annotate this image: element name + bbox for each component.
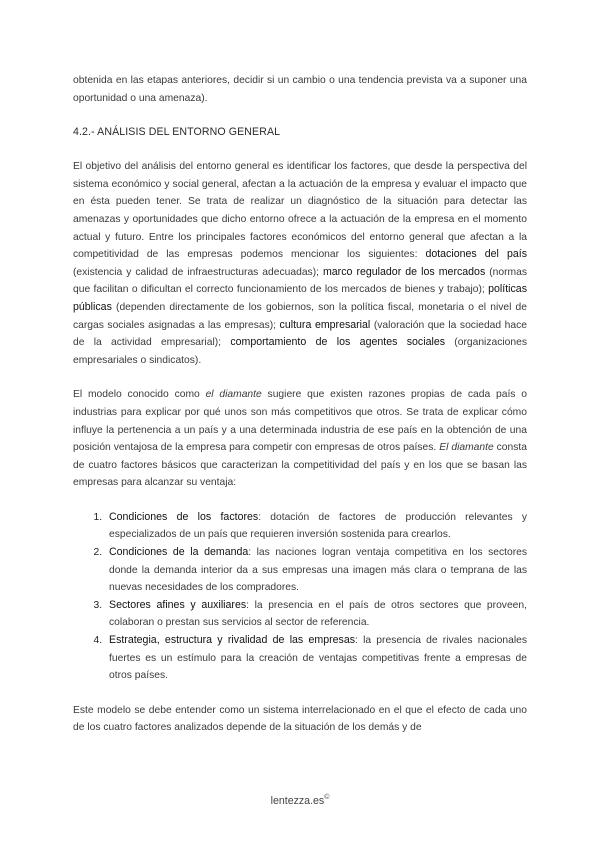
entorno-paragraph bbox=[73, 158, 527, 369]
factor-text: : dotación de factores de producción relevantes y especializados de un país que requieren inversión sostenida para crearlos. bbox=[109, 511, 527, 541]
list-item bbox=[105, 544, 527, 597]
factor-title: Estrategia, estructura y rivalidad de las empresas bbox=[109, 634, 356, 647]
factor-title: Condiciones de la demanda bbox=[109, 546, 249, 559]
text-run: (organizaciones empresariales o sindicatos). bbox=[73, 337, 527, 366]
factors-list bbox=[73, 509, 527, 685]
list-item bbox=[105, 509, 527, 544]
text-run: (normas que facilitan o dificultan el correcto funcionamiento de los mercados de bienes y trabajo); bbox=[73, 266, 528, 296]
page-footer bbox=[0, 795, 600, 807]
factor-title: Condiciones de los factores bbox=[109, 510, 259, 523]
list-item bbox=[105, 597, 527, 632]
term-agentes-sociales: comportamiento de los agentes sociales bbox=[230, 336, 446, 349]
factor-text: : la presencia de rivales nacionales fuertes es un estímulo para la creación de ventajas competitivas frente a empresas de otros países. bbox=[109, 635, 527, 682]
text-run: (existencia y calidad de infraestructuras adecuadas); bbox=[73, 266, 323, 278]
factor-text: : las naciones logran ventaja competitiva en los sectores donde la demanda interior da a sus empresas una imagen más clara o temprana de las nuevas necesidades de los compradores. bbox=[109, 547, 527, 594]
footer-site: lentezza.es bbox=[270, 795, 325, 807]
term-dotaciones: dotaciones del país bbox=[425, 248, 527, 261]
section-heading: 4.2.- ANÁLISIS DEL ENTORNO GENERAL bbox=[73, 126, 281, 139]
term-politicas-publicas: políticas públicas bbox=[73, 283, 527, 313]
text-run: (valoración que la sociedad hace de la actividad empresarial); bbox=[73, 319, 527, 349]
text-run: sugiere que existen razones propias de cada país o industrias para explicar por qué unos son más competitivos que otros. Se trata de explicar cómo influye la pertenencia a un país y a una determinada industria de ese país en la obtención de una posición ventajosa de la empresa para competir con empresas de otros países. bbox=[73, 389, 527, 454]
intro-paragraph: obtenida en las etapas anteriores, decidir si un cambio o una tendencia prevista va a suponer una oportunidad o una amenaza). bbox=[73, 75, 527, 104]
list-item bbox=[105, 632, 527, 685]
text-run: El objetivo del análisis del entorno general es identificar los factores, que desde la perspectiva del sistema económico y social general, afectan a la actuación de la empresa y evaluar el impacto que en ésta pueden tener. Se trata de realizar un diagnóstico de la situación para detectar las amenazas y oportunidades que dicho entorno ofrece a la actuación de la empresa en el momento actual y futuro. Entre los principales factores económicos del entorno general que afectan a la competitividad de las empresas podemos mencionar los siguientes: bbox=[73, 161, 527, 261]
closing-paragraph: Este modelo se debe entender como un sistema interrelacionado en el que el efecto de cada uno de los cuatro factores analizados depende de la situación de los demás y de bbox=[73, 704, 527, 734]
text-run: consta de cuatro factores básicos que caracterizan la competitividad del país y en los que se basan las empresas para alcanzar su ventaja: bbox=[73, 442, 527, 489]
copyright-mark: © bbox=[324, 794, 330, 801]
document-body bbox=[73, 72, 527, 754]
diamante-paragraph bbox=[73, 386, 527, 492]
term-cultura-empresarial: cultura empresarial bbox=[279, 318, 371, 331]
text-run: (dependen directamente de los gobiernos, son la política fiscal, monetaria o el nivel de cargas sociales asignadas a las empresas); bbox=[73, 301, 527, 331]
text-run: El modelo conocido como bbox=[73, 389, 206, 401]
term-marco-regulador: marco regulador de los mercados bbox=[322, 265, 486, 278]
factor-title: Sectores afines y auxiliares bbox=[109, 598, 247, 611]
factor-text: : la presencia en el país de otros sectores que proveen, colaboran o prestan sus servicios al sector de referencia. bbox=[109, 599, 527, 629]
italic-term: el diamante bbox=[205, 389, 262, 401]
italic-term: El diamante bbox=[439, 442, 494, 454]
